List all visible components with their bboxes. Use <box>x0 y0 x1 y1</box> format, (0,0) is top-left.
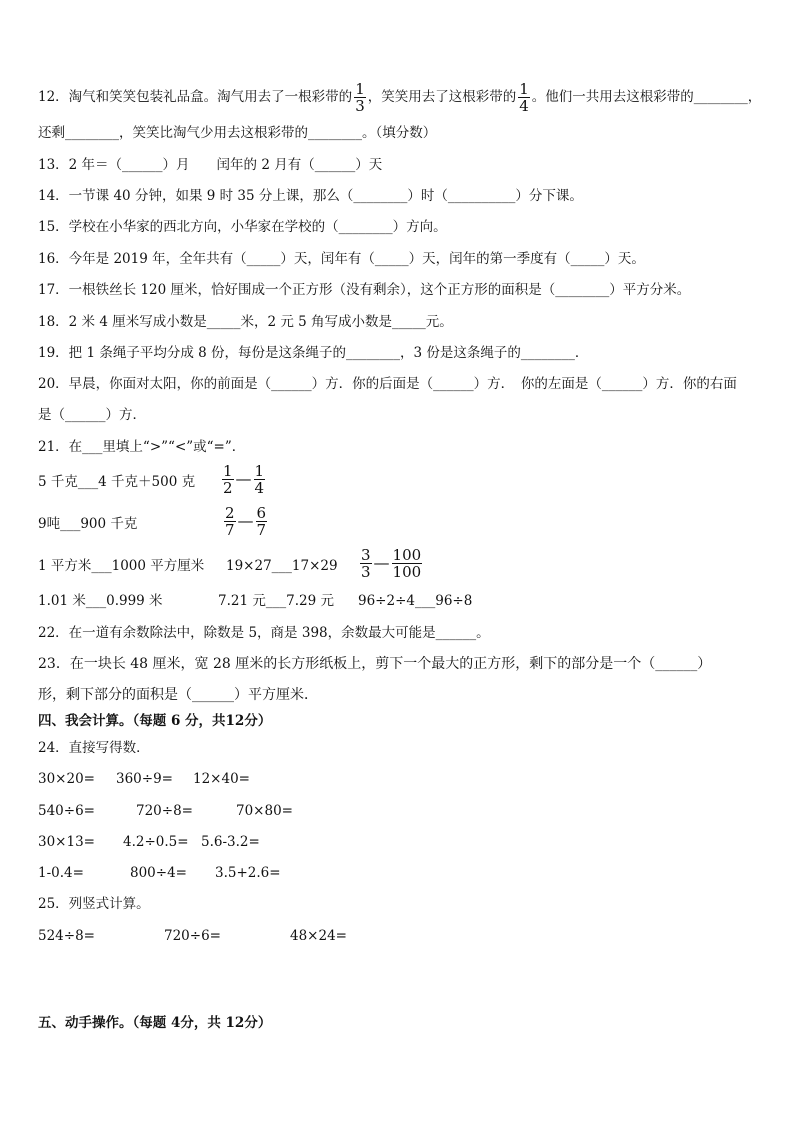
vertical-calc-item: 48×24= <box>290 928 347 944</box>
calc-item: 5.6-3.2= <box>201 834 260 850</box>
question-17: 17．一根铁丝长 120 厘米，恰好围成一个正方形（没有剩余），这个正方形的面积是（________）平方分米。 <box>38 282 691 298</box>
q21-row3-fractions: $\frac{3}{3}$ — $\frac{100}{100}$ <box>361 546 422 581</box>
calc-item: 1-0.4= <box>38 865 84 881</box>
calc-item: 540÷6= <box>38 803 95 819</box>
q21-row4-compare-money: 7.21 元___7.29 元 <box>218 593 334 609</box>
calc-item: 30×13= <box>38 834 95 850</box>
calc-item: 12×40= <box>193 771 250 787</box>
question-21-title: 21．在___里填上“>”“<”或“=”． <box>38 439 246 455</box>
calc-item: 70×80= <box>236 803 293 819</box>
calc-item: 360÷9= <box>116 771 173 787</box>
question-12-line1: 12．淘气和笑笑包装礼品盒。淘气用去了一根彩带的 $\frac{1}{3}$ ，笑笑用去了这根彩带的 $\frac{1}{4}$ 。他们一共用去这根彩带的________， <box>38 80 762 115</box>
question-23-line2: 形，剩下部分的面积是（______）平方厘米． <box>38 687 318 703</box>
question-25-title: 25．列竖式计算。 <box>38 896 150 912</box>
calc-item: 800÷4= <box>130 865 187 881</box>
question-20-line2: 是（______）方． <box>38 407 146 423</box>
vertical-calc-item: 720÷6= <box>164 928 221 944</box>
question-23-line1: 23．在一块长 48 厘米，宽 28 厘米的长方形纸板上，剪下一个最大的正方形，剩下的部分是一个（______） <box>38 656 712 672</box>
question-13: 13．2 年＝（______）月 闰年的 2 月有（______）天 <box>38 157 383 173</box>
question-20-line1: 20．早晨，你面对太阳，你的前面是（______）方．你的后面是（______）方． 你的左面是（______）方．你的右面 <box>38 376 737 392</box>
question-15: 15．学校在小华家的西北方向，小华家在学校的（________）方向。 <box>38 219 447 235</box>
calc-item: 4.2÷0.5= <box>123 834 189 850</box>
q21-row1-fractions: $\frac{1}{2}$ — $\frac{1}{4}$ <box>223 462 265 497</box>
question-18: 18．2 米 4 厘米写成小数是_____米，2 元 5 角写成小数是_____元。 <box>38 314 453 330</box>
calc-item: 720÷8= <box>136 803 193 819</box>
question-12-line2: 还剩________，笑笑比淘气少用去这根彩带的________。（填分数） <box>38 125 437 141</box>
q21-row2-compare: 9吨___900 千克 <box>38 516 138 532</box>
question-24-title: 24．直接写得数． <box>38 740 150 756</box>
calc-item: 3.5+2.6= <box>215 865 281 881</box>
calc-item: 30×20= <box>38 771 95 787</box>
section-5-heading: 五、动手操作。（每题 4分，共 12分） <box>38 1015 272 1031</box>
q21-row3-compare-product: 19×27___17×29 <box>226 558 338 574</box>
fraction-one-third: $\frac{1}{3}$ <box>355 80 365 115</box>
q21-row3-compare-area: 1 平方米___1000 平方厘米 <box>38 558 205 574</box>
question-22: 22．在一道有余数除法中，除数是 5，商是 398，余数最大可能是______。 <box>38 625 490 641</box>
q21-row1-compare: 5 千克___4 千克＋500 克 <box>38 474 196 490</box>
question-19: 19．把 1 条绳子平均分成 8 份，每份是这条绳子的________，3 份是这条绳子的________． <box>38 345 589 361</box>
q21-row4-compare-division: 96÷2÷4___96÷8 <box>358 593 473 609</box>
q21-row4-compare-length: 1.01 米___0.999 米 <box>38 593 163 609</box>
question-14: 14．一节课 40 分钟，如果 9 时 35 分上课，那么（________）时（__________）分下课。 <box>38 188 583 204</box>
q21-row2-fractions: $\frac{2}{7}$ — $\frac{6}{7}$ <box>225 504 267 539</box>
question-16: 16．今年是 2019 年，全年共有（_____）天，闰年有（_____）天，闰年的第一季度有（_____）天。 <box>38 251 645 267</box>
section-4-heading: 四、我会计算。（每题 6 分，共12分） <box>38 713 272 729</box>
vertical-calc-item: 524÷8= <box>38 928 95 944</box>
fraction-one-quarter: $\frac{1}{4}$ <box>519 80 529 115</box>
